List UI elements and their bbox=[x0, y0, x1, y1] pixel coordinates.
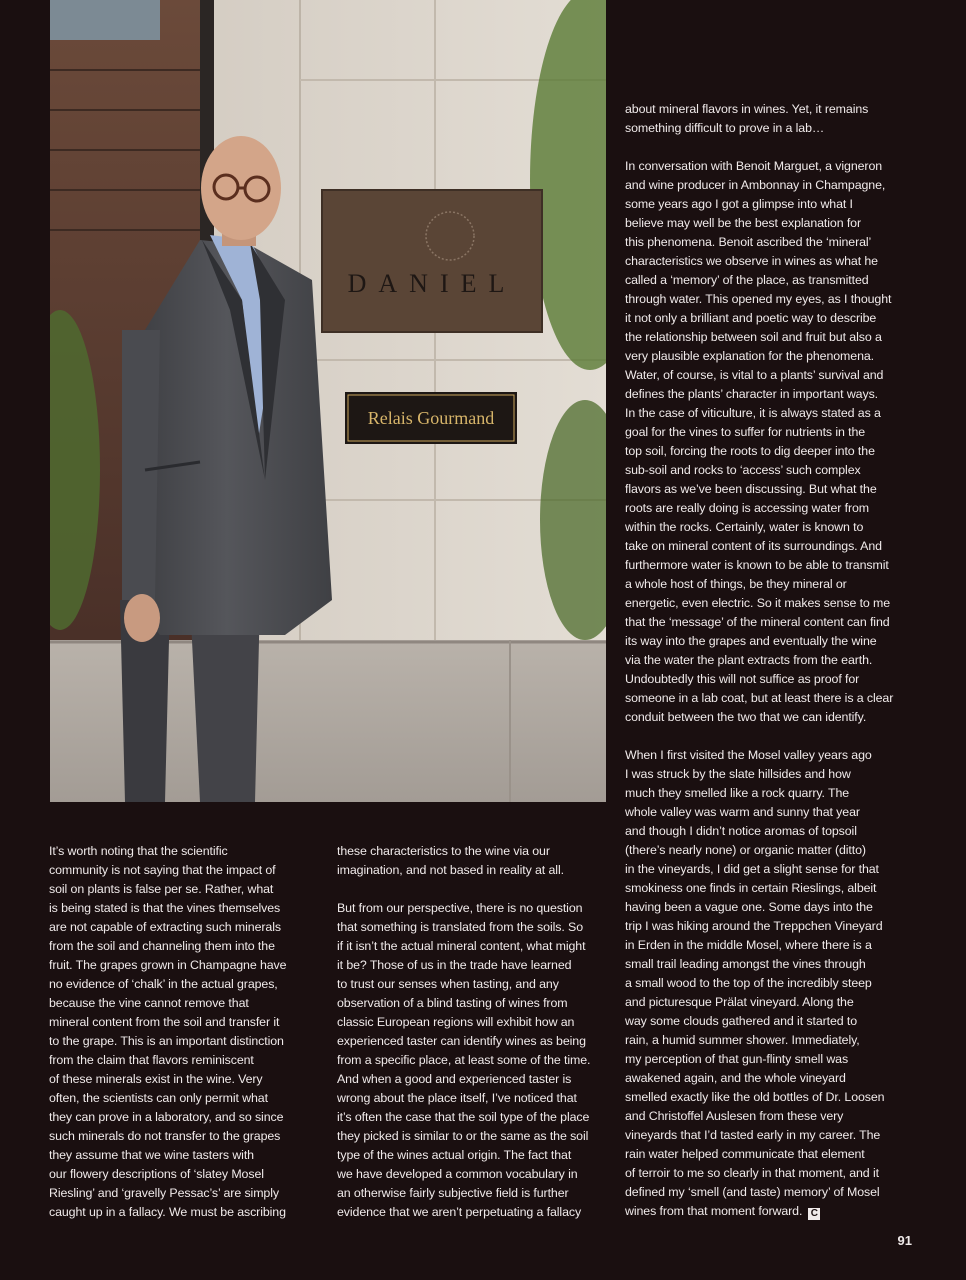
end-of-article-icon: C bbox=[808, 1208, 820, 1220]
portrait-photo bbox=[50, 0, 606, 802]
paragraph: But from our perspective, there is no question that something is translated from the soils. So if it isn’t the actual mineral content, what might it be? Those of us in the trade have learned to trust our senses when tasting, and any observation of a blind tasting of wines from classic European regions will exhibit how an experienced taster can identify wines as being from a specific place, at least some of the time. And when a good and experienced taster is wrong about the place itself, I’ve noticed that it’s often the case that the soil type of the place they picked is similar to or the same as the soil type of the wines actual origin. The fact that we have developed a common vocabulary in an otherwise fairly subjective field is further evidence that we aren’t perpetuating a fallacy bbox=[337, 901, 591, 1219]
paragraph-text: When I first visited the Mosel valley years ago I was struck by the slate hillsides and how much they smelled like a rock quarry. The whole valley was warm and sunny that year and though I didn’t notice aromas of topsoil (there’s nearly none) or organic matter (ditto) in the vineyards, I did get a slight sense for that smokiness one finds in certain Rieslings, albeit having been a vague one. Some days into the trip I was hiking around the Treppchen Vineyard in Erden in the middle Mosel, where there is a small trail leading amongst the vines through a small wood to the top of the incredibly steep and picturesque Prälat vineyard. Along the way some clouds gathered and it started to rain, a humid summer shower. Immediately, my perception of that gun-flinty smell was awakened again, and the whole vineyard smelled exactly like the old bottles of Dr. Loosen and Christoffel Auslesen from these very vineyards that I’d tasted early in my career. The rain water helped communicate that element of terroir to me so clearly in that moment, and it defined my ‘smell (and taste) memory’ of Mosel wines from that moment forward. bbox=[625, 748, 885, 1218]
paragraph: about mineral flavors in wines. Yet, it remains something difficult to prove in a lab… bbox=[625, 102, 869, 135]
paragraph: In conversation with Benoit Marguet, a vigneron and wine producer in Ambonnay in Champagne, some years ago I got a glimpse into what I believe may well be the best explanation for this phenomena. Benoit ascribed the ‘mineral’ characteristics we observe in wines as what he called a ‘memory’ of the place, as transmitted through water. This opened my eyes, as I thought it not only a brilliant and poetic way to describe the relationship between soil and fruit but also a very plausible explanation for the phenomena. Water, of course, is vital to a plants’ survival and defines the plants’ character in important ways. In the case of viticulture, it is always stated as a goal for the vines to suffer for nutrients in the top soil, forcing the roots to dig deeper into the sub-soil and rocks to ‘access’ such complex flavors as we’ve been discussing. But what the roots are really doing is accessing water from within the rocks. Certainly, water is known to take on mineral content of its surroundings. And furthermore water is known to be able to transmit a whole host of things, be they mineral or energetic, even electric. So it makes sense to me that the ‘message’ of the mineral content can find its way into the grapes and eventually the wine via the water the plant extracts from the earth. Undoubtedly this will not suffice as proof for someone in a lab coat, but at least there is a clear conduit between the two that we can identify. bbox=[625, 159, 894, 724]
paragraph bbox=[625, 746, 901, 1221]
paragraph: these characteristics to the wine via our imagination, and not based in reality at all. bbox=[337, 844, 564, 877]
sign-daniel: DANIEL bbox=[347, 269, 517, 298]
text-column-left bbox=[49, 842, 321, 1222]
paragraph: It’s worth noting that the scientific community is not saying that the impact of soil on plants is false per se. Rather, what is being stated is that the vines themselves are not capable of extracting such minerals from the soil and channeling them into the fruit. The grapes grown in Champagne have no evidence of ‘chalk’ in the actual grapes, because the vine cannot remove that mineral content from the soil and transfer it to the grape. This is an important distinction from the claim that flavors reminiscent of these minerals exist in the wine. Very often, the scientists can only permit what they can prove in a laboratory, and so since such minerals do not transfer to the grapes they assume that we wine tasters with our flowery descriptions of ‘slatey Mosel Riesling’ and ‘gravelly Pessac’s’ are simply caught up in a fallacy. We must be ascribing bbox=[49, 844, 287, 1219]
text-column-middle bbox=[337, 842, 605, 1222]
sign-relais-gourmand: Relais Gourmand bbox=[367, 408, 495, 428]
page-number: 91 bbox=[897, 1233, 912, 1248]
text-column-right bbox=[625, 100, 901, 1221]
